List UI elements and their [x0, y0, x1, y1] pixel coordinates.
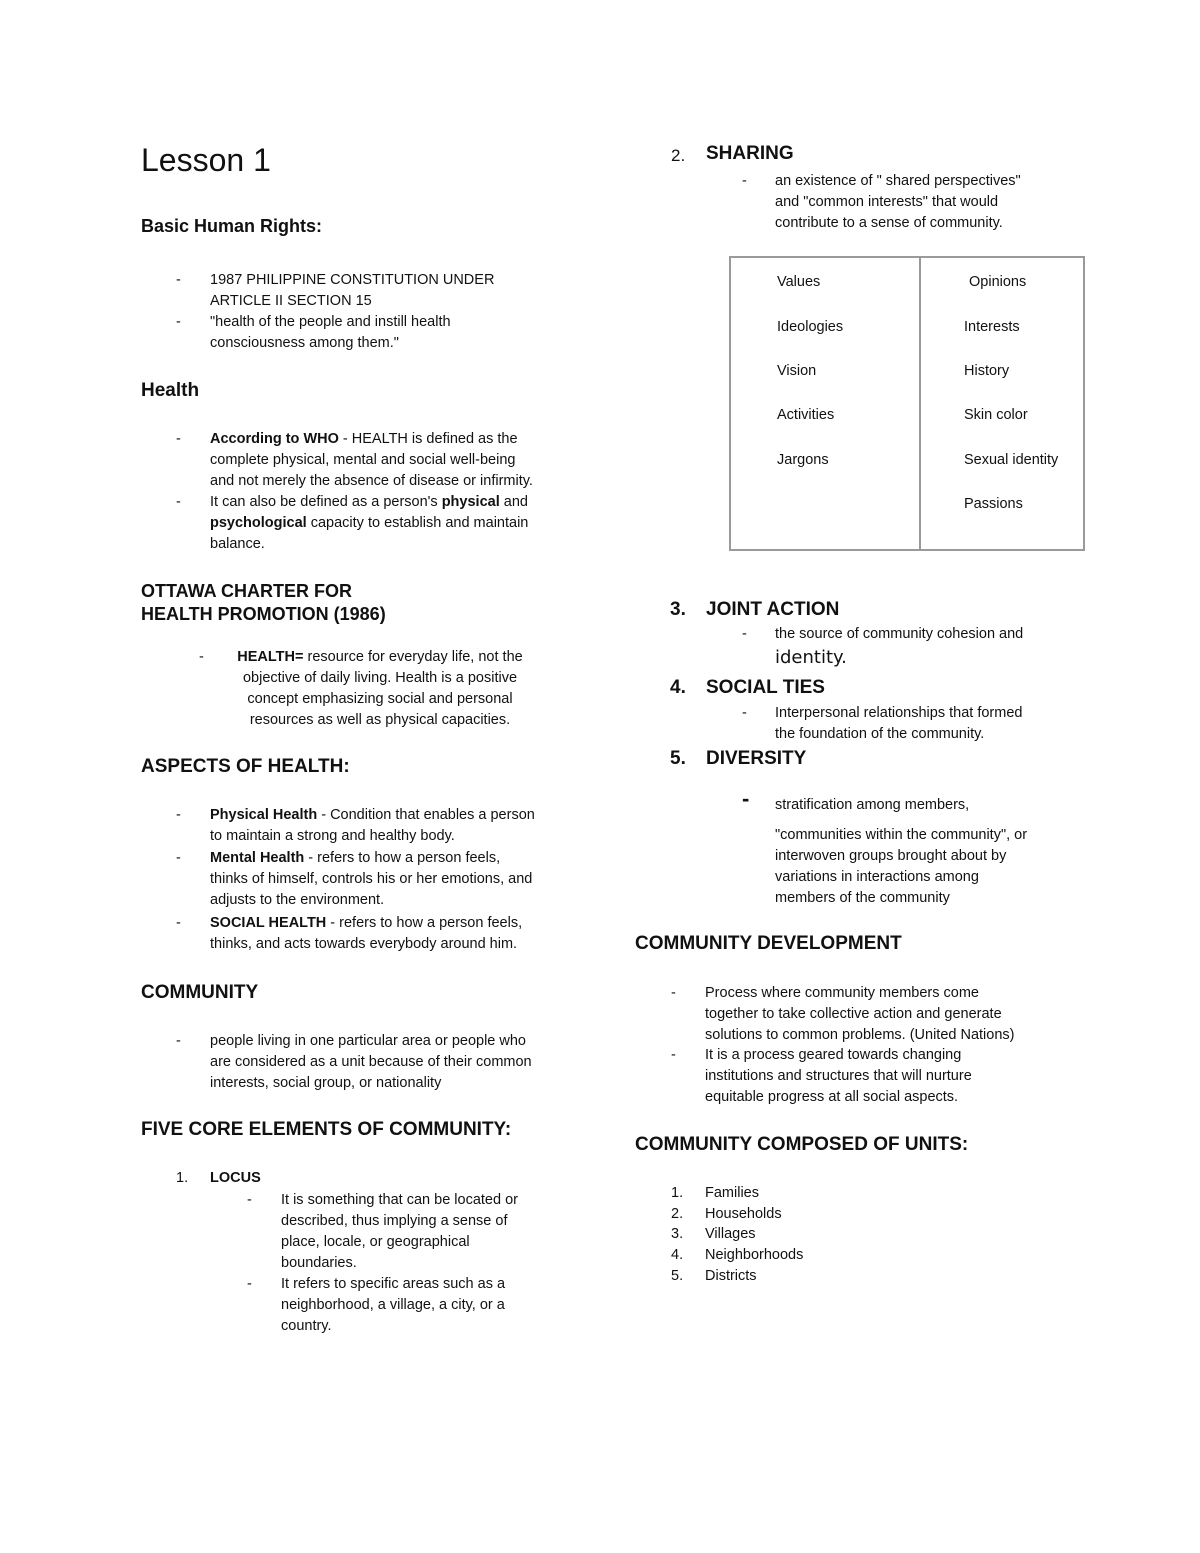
joint-action-heading: JOINT ACTION	[706, 599, 840, 620]
table-cell-skin-color: Skin color	[964, 407, 1028, 423]
bullet-dash: -	[671, 1047, 676, 1063]
bullet-dash: -	[742, 173, 747, 189]
mental-health-item: Mental Health - refers to how a person feels, thinks of himself, controls his or her emotions, and adjusts to the environment.	[210, 850, 533, 908]
health-who-definition: According to WHO - HEALTH is defined as the complete physical, mental and social well-being and not merely the absence of disease or infirmity.	[210, 431, 533, 489]
unit-item-villages: Villages	[705, 1226, 756, 1242]
social-health-item: SOCIAL HEALTH - refers to how a person feels, thinks, and acts towards everybody around him.	[210, 915, 523, 952]
bullet-dash: -	[176, 431, 181, 447]
bullet-dash: -	[176, 314, 181, 330]
bullet-dash: -	[247, 1276, 252, 1292]
joint-action-description: the source of community cohesion and identity.	[775, 626, 1024, 668]
table-cell-opinions: Opinions	[969, 274, 1027, 290]
unit-item-households: Households	[705, 1206, 782, 1222]
diversity-description: "communities within the community", or interwoven groups brought about by variations in interactions among members of the community	[775, 827, 1028, 906]
community-development-item-1: Process where community members come together to take collective action and generate solutions to common problems. (United Nations)	[705, 985, 1015, 1043]
bullet-dash: -	[742, 626, 747, 642]
unit-number: 5.	[671, 1268, 684, 1284]
unit-number: 4.	[671, 1247, 684, 1263]
ottawa-heading: OTTAWA CHARTER FOR HEALTH PROMOTION (1986)	[141, 581, 386, 624]
bullet-dash: -	[176, 494, 181, 510]
diversity-heading: DIVERSITY	[706, 748, 807, 769]
bullet-dash: -	[247, 1192, 252, 1208]
table-cell-activities: Activities	[777, 407, 835, 423]
table-cell-values: Values	[777, 274, 821, 290]
bullet-dash: -	[176, 915, 181, 931]
diversity-number: 5.	[670, 748, 686, 769]
unit-item-neighborhoods: Neighborhoods	[705, 1247, 804, 1263]
locus-number: 1.	[176, 1170, 189, 1186]
table-cell-passions: Passions	[964, 496, 1023, 512]
community-development-heading: COMMUNITY DEVELOPMENT	[635, 933, 902, 954]
basic-rights-item-1: 1987 PHILIPPINE CONSTITUTION UNDER ARTICLE II SECTION 15	[210, 272, 495, 309]
diversity-line-1: stratification among members,	[775, 797, 970, 813]
community-development-item-2: It is a process geared towards changing institutions and structures that will nurture equitable progress at all social aspects.	[705, 1047, 972, 1105]
sharing-heading: SHARING	[706, 143, 794, 164]
table-cell-vision: Vision	[777, 363, 817, 379]
bullet-dash: -	[176, 850, 181, 866]
bullet-dash: -	[671, 985, 676, 1001]
bullet-dash: -	[742, 786, 750, 811]
sharing-table	[729, 256, 1085, 551]
five-core-heading: FIVE CORE ELEMENTS OF COMMUNITY:	[141, 1119, 512, 1140]
basic-rights-item-2: "health of the people and instill health consciousness among them."	[210, 314, 451, 351]
bullet-dash: -	[199, 649, 204, 665]
sharing-number: 2.	[671, 146, 686, 165]
lesson-title: Lesson 1	[141, 142, 271, 178]
bullet-dash: -	[176, 807, 181, 823]
unit-number: 3.	[671, 1226, 684, 1242]
unit-item-families: Families	[705, 1185, 759, 1201]
aspects-heading: ASPECTS OF HEALTH:	[141, 756, 350, 777]
social-ties-heading: SOCIAL TIES	[706, 677, 825, 698]
health-heading: Health	[141, 380, 200, 401]
bullet-dash: -	[742, 705, 747, 721]
locus-bullet-1: It is something that can be located or described, thus implying a sense of place, locale, or geographical boundaries.	[281, 1192, 518, 1271]
bullet-dash: -	[176, 1033, 181, 1049]
social-ties-description: Interpersonal relationships that formed the foundation of the community.	[775, 705, 1023, 742]
locus-label: LOCUS	[210, 1170, 261, 1186]
table-cell-history: History	[964, 363, 1010, 379]
physical-health-item: Physical Health - Condition that enables a person to maintain a strong and healthy body.	[210, 807, 535, 844]
bullet-dash: -	[176, 272, 181, 288]
community-definition: people living in one particular area or people who are considered as a unit because of their common interests, social group, or nationality	[210, 1033, 532, 1091]
unit-number: 1.	[671, 1185, 684, 1201]
joint-action-number: 3.	[670, 599, 686, 620]
units-heading: COMMUNITY COMPOSED OF UNITS:	[635, 1134, 969, 1155]
basic-rights-heading: Basic Human Rights:	[141, 216, 323, 236]
unit-number: 2.	[671, 1206, 684, 1222]
table-cell-jargons: Jargons	[777, 452, 829, 468]
table-cell-ideologies: Ideologies	[777, 319, 844, 335]
sharing-description: an existence of " shared perspectives" and "common interests" that would contribute to a sense of community.	[775, 173, 1021, 231]
table-cell-interests: Interests	[964, 319, 1020, 335]
locus-bullet-2: It refers to specific areas such as a neighborhood, a village, a city, or a country.	[281, 1276, 506, 1334]
social-ties-number: 4.	[670, 677, 686, 698]
table-divider	[919, 258, 921, 549]
health-capacity-definition: It can also be defined as a person's physical and psychological capacity to establish and maintain balance.	[210, 494, 529, 552]
unit-item-districts: Districts	[705, 1268, 757, 1284]
community-heading: COMMUNITY	[141, 982, 259, 1003]
table-cell-sexual-identity: Sexual identity	[964, 452, 1059, 468]
ottawa-health-definition: HEALTH= resource for everyday life, not the objective of daily living. Health is a positive concept emphasizing social and personal resources as well as physical capacities.	[237, 649, 523, 728]
